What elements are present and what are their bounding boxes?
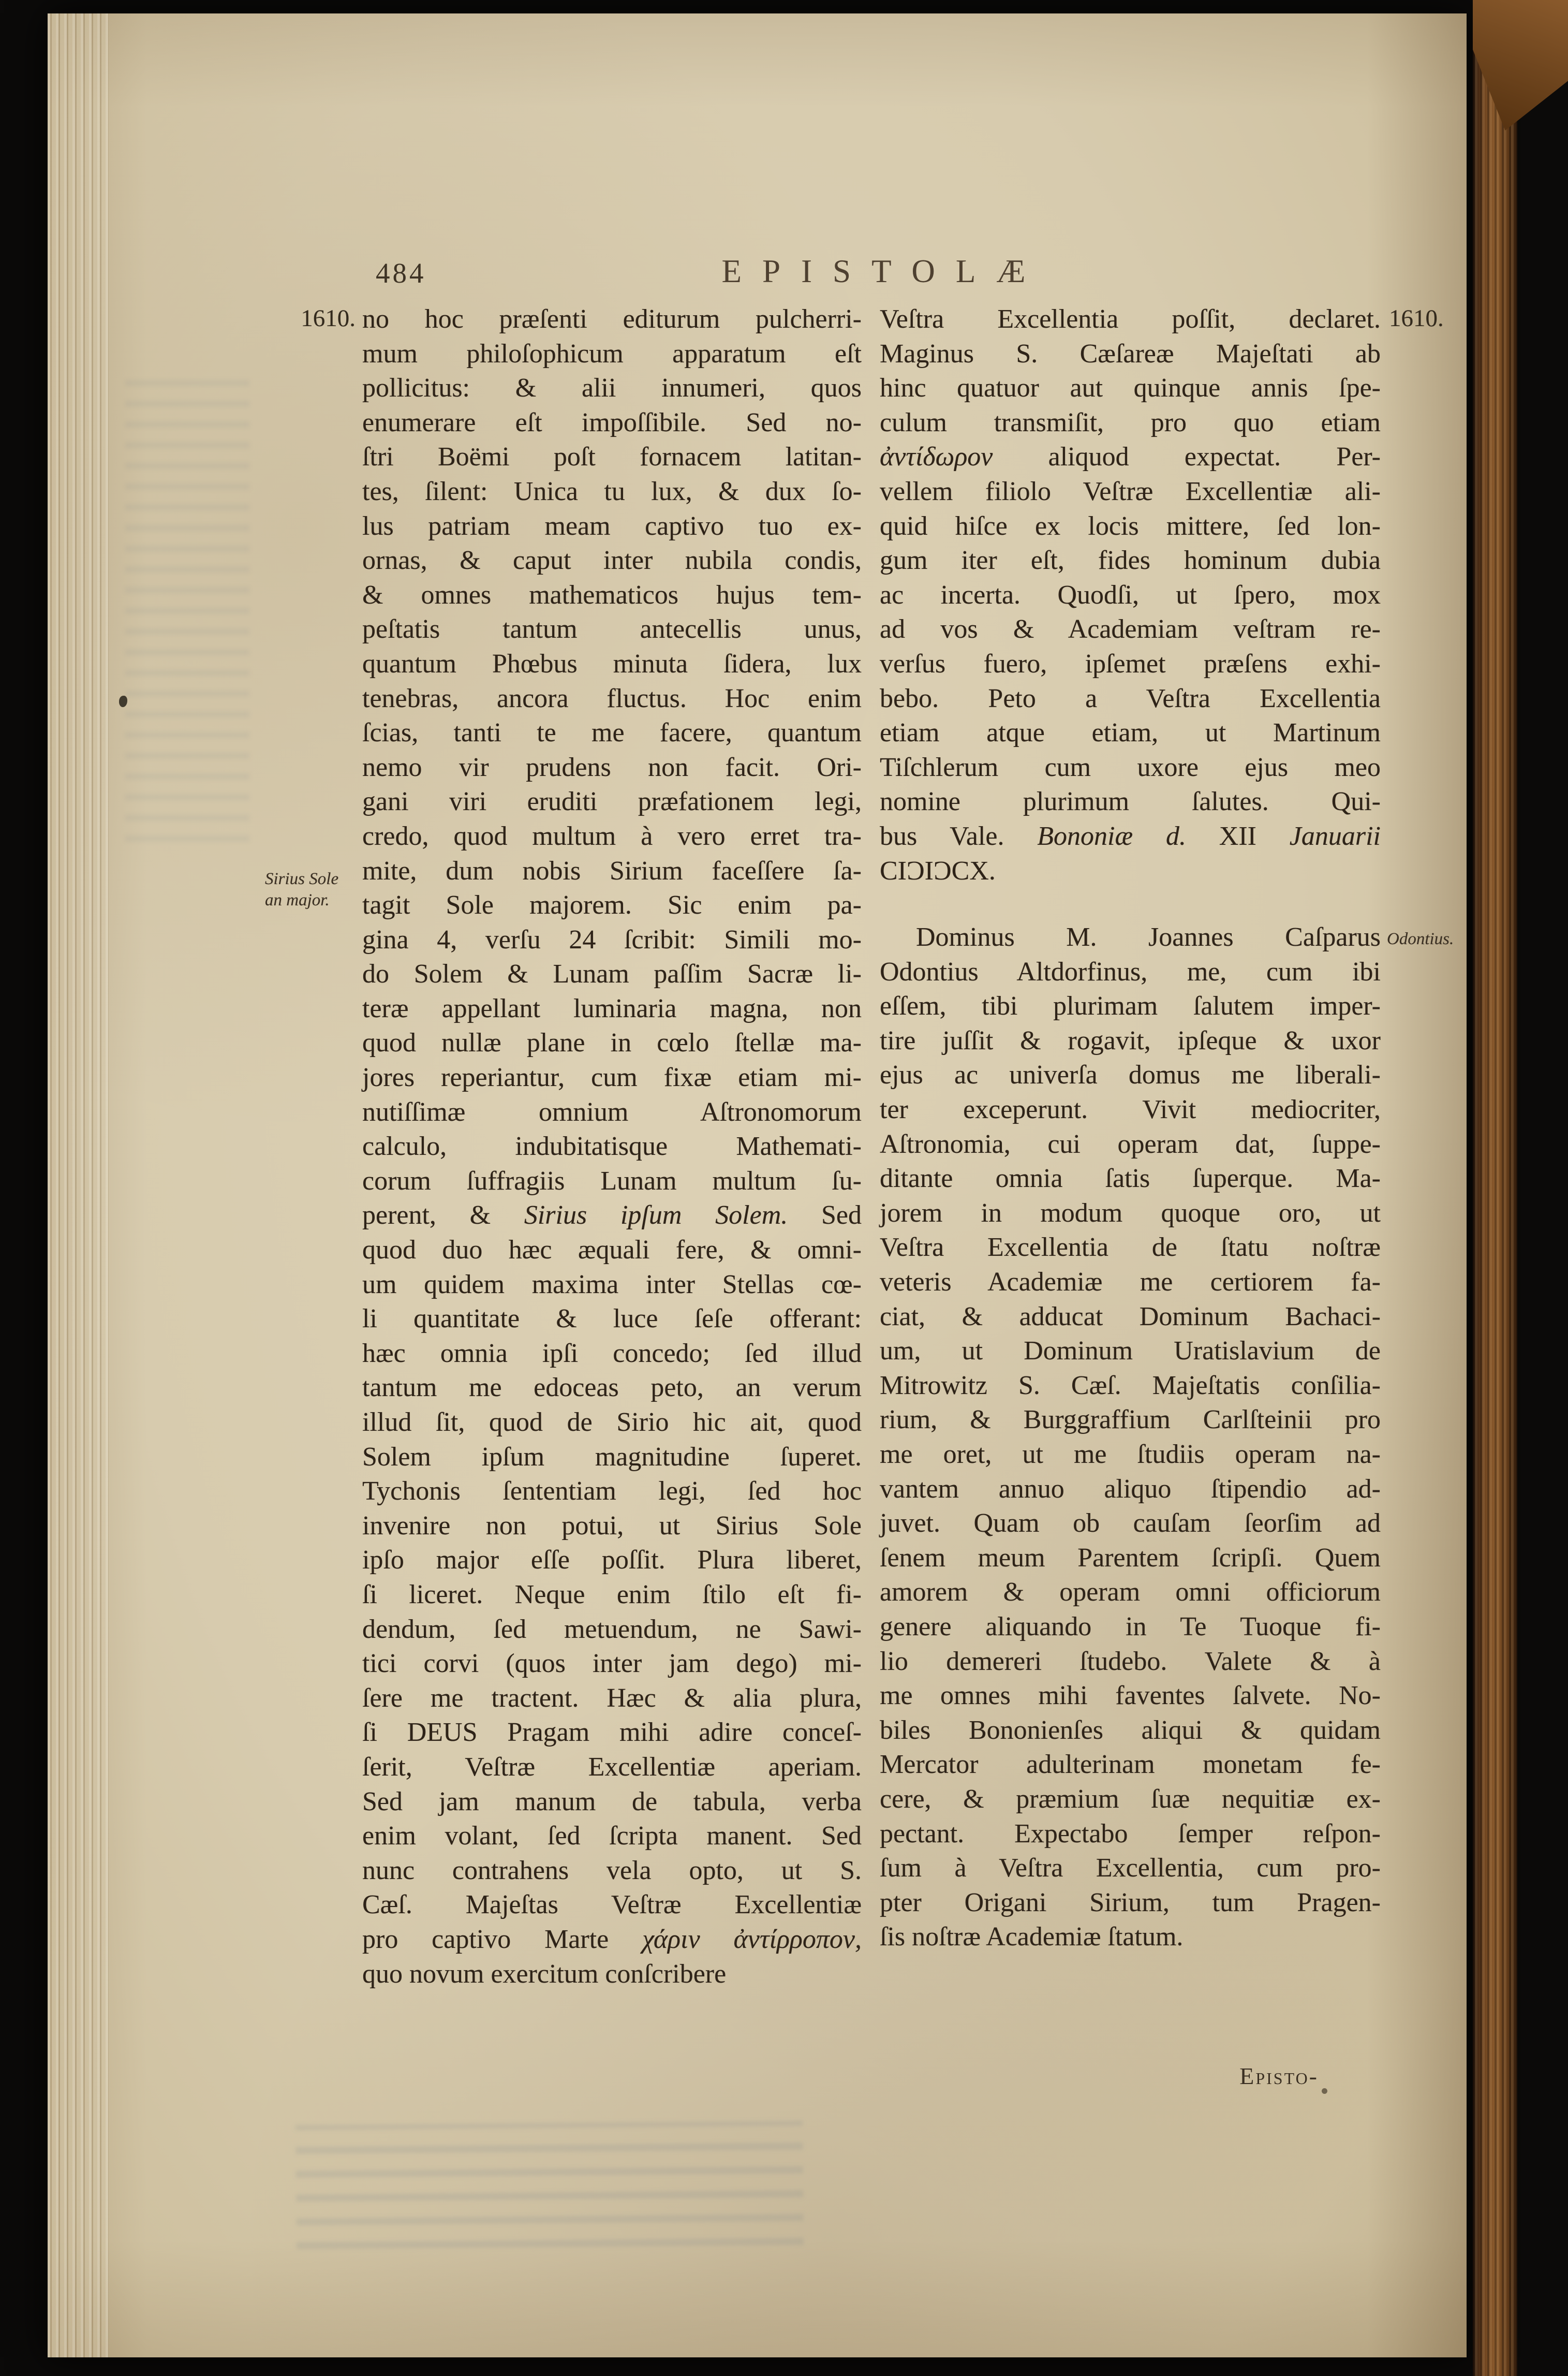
text-line: tes, ſilent: Unica tu lux, & dux ſo- — [362, 476, 862, 506]
text-line: Mitrowitz S. Cæſ. Majeſtatis conſilia- — [880, 1370, 1381, 1400]
paragraph-odontius — [880, 920, 1381, 1955]
text-line: quod nullæ plane in cœlo ſtellæ ma- — [362, 1028, 862, 1058]
text-line: Sirius Sole — [265, 870, 339, 888]
text-line: ſum à Veſtra Excellentia, cum pro- — [880, 1853, 1381, 1883]
running-header — [315, 253, 1432, 296]
text-line: Solem ipſum magnitudine ſuperet. — [362, 1442, 862, 1472]
text-line: ſere me tractent. Hæc & alia plura, — [362, 1683, 862, 1713]
ink-bleed-through-left — [125, 376, 249, 842]
text-line: tenebras, ancora fluctus. Hoc enim — [362, 683, 862, 713]
text-line: Tiſchlerum cum uxore ejus meo — [880, 752, 1381, 782]
margin-year-right: 1610. — [1389, 305, 1444, 332]
page-number: 484 — [376, 257, 426, 289]
text-line: ſenem meum Parentem ſcripſi. Quem — [880, 1543, 1381, 1573]
text-line: ejus ac univerſa domus me liberali- — [880, 1060, 1381, 1090]
text-line: jores reperiantur, cum fixæ etiam mi- — [362, 1063, 862, 1093]
book-page — [48, 13, 1467, 2357]
text-line: pter Origani Sirium, tum Pragen- — [880, 1887, 1381, 1917]
text-line: um, ut Dominum Uratislavium de — [880, 1336, 1381, 1366]
text-line: ac incerta. Quodſi, ut ſpero, mox — [880, 580, 1381, 610]
margin-note-odontius — [1387, 929, 1485, 950]
text-line: cere, & præmium ſuæ nequitiæ ex- — [880, 1784, 1381, 1814]
text-line: credo, quod multum à vero erret tra- — [362, 821, 862, 851]
text-line: ſis noſtræ Academiæ ſtatum. — [880, 1922, 1184, 1952]
text-line: amorem & operam omni officiorum — [880, 1577, 1381, 1607]
text-line: ſi DEUS Pragam mihi adire conceſ- — [362, 1718, 862, 1748]
adjacent-page-edge — [1473, 0, 1517, 2376]
text-line: ter exceperunt. Vivit mediocriter, — [880, 1095, 1381, 1125]
page-edge-stack-left — [48, 13, 109, 2357]
text-line: rium, & Burggraffium Carlſteinii pro — [880, 1405, 1381, 1435]
text-line: tagit Sole majorem. Sic enim pa- — [362, 890, 862, 920]
right-text-column — [880, 302, 1381, 1955]
catchword: Episto- — [1239, 2063, 1319, 2089]
text-line: Dominus M. Joannes Caſparus — [916, 922, 1381, 952]
text-line: Sed jam manum de tabula, verba — [362, 1786, 862, 1816]
text-line: illud ſit, quod de Sirio hic ait, quod — [362, 1407, 862, 1437]
text-line: nomine plurimum ſalutes. Qui- — [880, 787, 1381, 817]
text-line: verſus fuero, ipſemet præſens exhi- — [880, 649, 1381, 679]
text-line: Veſtra Excellentia poſſit, declaret. — [880, 304, 1381, 334]
text-line: Aſtronomia, cui operam dat, ſuppe- — [880, 1129, 1381, 1159]
text-line: CIƆIƆCX. — [880, 856, 996, 886]
text-line: ſerit, Veſtræ Excellentiæ aperiam. — [362, 1752, 862, 1782]
text-line: hinc quatuor aut quinque annis ſpe- — [880, 373, 1381, 403]
text-line: & omnes mathematicos hujus tem- — [362, 580, 862, 610]
text-line: peſtatis tantum antecellis unus, — [362, 614, 862, 644]
text-line: tici corvi (quos inter jam dego) mi- — [362, 1649, 862, 1679]
text-line: ornas, & caput inter nubila condis, — [362, 546, 862, 576]
text-line: biles Bononienſes aliqui & quidam — [880, 1715, 1381, 1745]
text-line: ſi liceret. Neque enim ſtilo eſt fi- — [362, 1579, 862, 1609]
text-line: etiam atque etiam, ut Martinum — [880, 718, 1381, 748]
text-line: li quantitate & luce ſeſe offerant: — [362, 1304, 862, 1334]
ink-bleed-through-bottom — [295, 2121, 804, 2250]
text-line: vantem annuo aliquo ſtipendio ad- — [880, 1474, 1381, 1504]
text-line: juvet. Quam ob cauſam ſeorſim ad — [880, 1508, 1381, 1538]
text-line: calculo, indubitatisque Mathemati- — [362, 1132, 862, 1162]
text-line: bebo. Peto a Veſtra Excellentia — [880, 683, 1381, 713]
text-line: veteris Academiæ me certiorem fa- — [880, 1267, 1381, 1297]
text-line: ditante omnia ſatis ſuperque. Ma- — [880, 1164, 1381, 1194]
text-line: me oret, ut me ſtudiis operam na- — [880, 1440, 1381, 1469]
text-line: tire juſſit & rogavit, ipſeque & uxor — [880, 1025, 1381, 1055]
text-line: vellem filiolo Veſtræ Excellentiæ ali- — [880, 476, 1381, 506]
text-line: Maginus S. Cæſareæ Majeſtati ab — [880, 339, 1381, 369]
text-line: gani viri eruditi præfationem legi, — [362, 787, 862, 817]
text-line: no hoc præſenti editurum pulcherri- — [362, 304, 862, 334]
text-line: mite, dum nobis Sirium faceſſere ſa- — [362, 856, 862, 886]
text-line: nutiſſimæ omnium Aſtronomorum — [362, 1097, 862, 1127]
text-line: an major. — [265, 891, 330, 910]
text-line: pectant. Expectabo ſemper reſpon- — [880, 1818, 1381, 1849]
text-line: quid hiſce ex locis mittere, ſed lon- — [880, 511, 1381, 541]
text-line: corum ſuffragiis Lunam multum ſu- — [362, 1166, 862, 1196]
text-line: pro captivo Marte χάριν ἀντίρροπον, — [362, 1924, 862, 1954]
text-line: lus patriam meam captivo tuo ex- — [362, 511, 862, 541]
text-line: me omnes mihi faventes ſalvete. No- — [880, 1681, 1381, 1711]
left-text-column — [362, 302, 862, 1991]
text-line: Cæſ. Majeſtas Veſtræ Excellentiæ — [362, 1890, 862, 1920]
text-line: ſtri Boëmi poſt fornacem latitan- — [362, 442, 862, 472]
text-line: bus Vale. Bononiæ d. XII Januarii — [880, 821, 1381, 851]
text-line: tantum me edoceas peto, an verum — [362, 1373, 862, 1403]
text-line: jorem in modum quoque oro, ut — [880, 1198, 1381, 1228]
text-line: genere aliquando in Te Tuoque fi- — [880, 1611, 1381, 1641]
text-line: ad vos & Academiam veſtram re- — [880, 614, 1381, 644]
text-line: Odontius. — [1387, 930, 1454, 948]
text-line: eſſem, tibi plurimam ſalutem imper- — [880, 991, 1381, 1021]
text-line: Mercator adulterinam monetam fe- — [880, 1750, 1381, 1780]
text-line: gina 4, verſu 24 ſcribit: Simili mo- — [362, 925, 862, 955]
text-line: ſcias, tanti te me facere, quantum — [362, 718, 862, 748]
text-line: teræ appellant luminaria magna, non — [362, 993, 862, 1023]
text-line: pollicitus: & alii innumeri, quos — [362, 373, 862, 403]
paragraph-letter-end — [880, 302, 1381, 888]
text-line: quo novum exercitum conſcribere — [362, 1959, 727, 1989]
text-line: ciat, & adducat Dominum Bachaci- — [880, 1301, 1381, 1331]
text-line: invenire non potui, ut Sirius Sole — [362, 1510, 862, 1541]
text-line: Odontius Altdorfinus, me, cum ibi — [880, 957, 1381, 987]
text-line: quantum Phœbus minuta ſidera, lux — [362, 649, 862, 679]
text-line: hæc omnia ipſi concedo; ſed illud — [362, 1338, 862, 1368]
text-line: lio demereri ſtudebo. Valete & à — [880, 1646, 1381, 1676]
text-line: nunc contrahens vela opto, ut S. — [362, 1855, 862, 1885]
text-line: ἀντίδωρον aliquod expectat. Per- — [880, 442, 1381, 472]
text-line: do Solem & Lunam paſſim Sacræ li- — [362, 959, 862, 989]
text-line: ipſo major eſſe poſſit. Plura liberet, — [362, 1545, 862, 1575]
text-line: enim volant, ſed ſcripta manent. Sed — [362, 1821, 862, 1851]
text-line: enumerare eſt impoſſibile. Sed no- — [362, 407, 862, 437]
text-line: um quidem maxima inter Stellas cœ- — [362, 1269, 862, 1299]
margin-note-sirius — [265, 869, 363, 911]
text-line: quod duo hæc æquali fere, & omni- — [362, 1235, 862, 1265]
text-line: dendum, ſed metuendum, ne Sawi- — [362, 1614, 862, 1644]
text-line: nemo vir prudens non facit. Ori- — [362, 752, 862, 782]
text-line: perent, & Sirius ipſum Solem. Sed — [362, 1200, 862, 1230]
page-title: EPISTOLÆ — [721, 253, 1046, 289]
text-line: culum transmiſit, pro quo etiam — [880, 407, 1381, 437]
text-line: Veſtra Excellentia de ſtatu noſtræ — [880, 1233, 1381, 1263]
margin-year-left: 1610. — [301, 305, 356, 332]
text-line: mum philoſophicum apparatum eſt — [362, 339, 862, 369]
text-line: Tychonis ſententiam legi, ſed hoc — [362, 1476, 862, 1506]
text-line: gum iter eſt, fides hominum dubia — [880, 546, 1381, 576]
